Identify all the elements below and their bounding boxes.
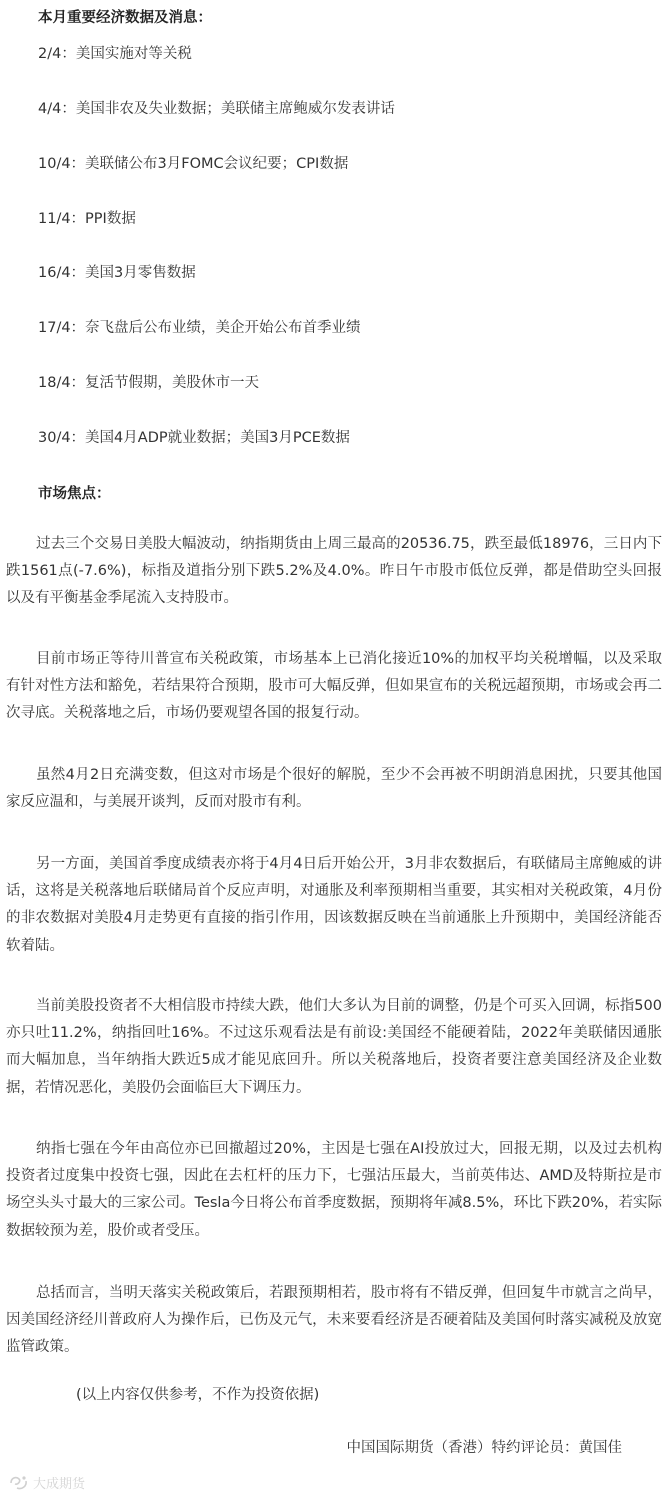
author-signature: 中国国际期货（香港）特约评论员：黄国佳 <box>346 1440 622 1456</box>
paragraph-2: 目前市场正等待川普宣布关税政策，市场基本上已消化接近10%的加权平均关税增幅，以及采取有针对性方法和豁免，若结果符合预期，股市可大幅反弹，但如果宣布的关税远超预期，市场或会再二次寻底。关税落地之后，市场仍要观望各国的报复行动。 <box>6 651 662 722</box>
disclaimer: (以上内容仅供参考，不作为投资依据) <box>76 1387 320 1403</box>
watermark <box>8 1473 85 1492</box>
event-item: 30/4：美国4月ADP就业数据；美国3月PCE数据 <box>38 430 350 446</box>
paragraph-7: 总括而言，当明天落实关税政策后，若跟预期相若，股市将有不错反弹，但回复牛市就言之尚早，因美国经济经川普政府人为操作后，已伤及元气，未来要看经济是否硬着陆及美国何时落实减税及放宽监管政策。 <box>6 1285 662 1356</box>
event-item: 17/4：奈飞盘后公布业绩，美企开始公布首季业绩 <box>38 320 361 336</box>
event-item: 2/4：美国实施对等关税 <box>38 46 192 62</box>
watermark-logo-icon <box>8 1474 30 1492</box>
paragraph-3: 虽然4月2日充满变数，但这对市场是个很好的解脱，至少不会再被不明朗消息困扰，只要其他国家反应温和，与美展开谈判，反而对股市有利。 <box>6 767 662 811</box>
event-item: 10/4：美联储公布3月FOMC会议纪要；CPI数据 <box>38 156 349 172</box>
paragraph-5: 当前美股投资者不大相信股市持续大跌，他们大多认为目前的调整，仍是个可买入回调，标指500亦只吐11.2%，纳指回吐16%。不过这乐观看法是有前设:美国经不能硬着陆，2022年美联储因通胀而大幅加息，当年纳指大跌近5成才能见底回升。所以关税落地后，投资者要注意美国经济及企业数据，若情况恶化，美股仍会面临巨大下调压力。 <box>6 998 662 1096</box>
paragraph-4: 另一方面，美国首季度成绩表亦将于4月4日后开始公开，3月非农数据后，有联储局主席鲍威的讲话，这将是关税落地后联储局首个反应声明，对通胀及利率预期相当重要，其实相对关税政策，4月份的非农数据对美股4月走势更有直接的指引作用，因该数据反映在当前通胀上升预期中，美国经济能否软着陆。 <box>6 856 662 954</box>
event-item: 11/4：PPI数据 <box>38 211 136 227</box>
events-heading: 本月重要经济数据及消息： <box>38 10 212 26</box>
watermark-text: 大成期货 <box>33 1477 86 1492</box>
market-focus-heading: 市场焦点： <box>38 486 111 502</box>
event-item: 18/4：复活节假期，美股休市一天 <box>38 375 260 391</box>
paragraph-1: 过去三个交易日美股大幅波动，纳指期货由上周三最高的20536.75，跌至最低18976，三日内下跌1561点(-7.6%)，标指及道指分别下跌5.2%及4.0%。昨日午市股市低位反弹，都是借助空头回报以及有平衡基金季尾流入支持股市。 <box>6 536 662 607</box>
paragraph-6: 纳指七强在今年由高位亦已回撤超过20%，主因是七强在AI投放过大，回报无期，以及过去机构投资者过度集中投资七强，因此在去杠杆的压力下，七强沽压最大，当前英伟达、AMD及特斯拉是市场空头头寸最大的三家公司。Tesla今日将公布首季度数据，预期将年减8.5%，环比下跌20%，若实际数据较预为差，股价或者受压。 <box>6 1141 662 1239</box>
event-item: 16/4：美国3月零售数据 <box>38 265 196 281</box>
event-item: 4/4：美国非农及失业数据；美联储主席鲍威尔发表讲话 <box>38 101 395 117</box>
